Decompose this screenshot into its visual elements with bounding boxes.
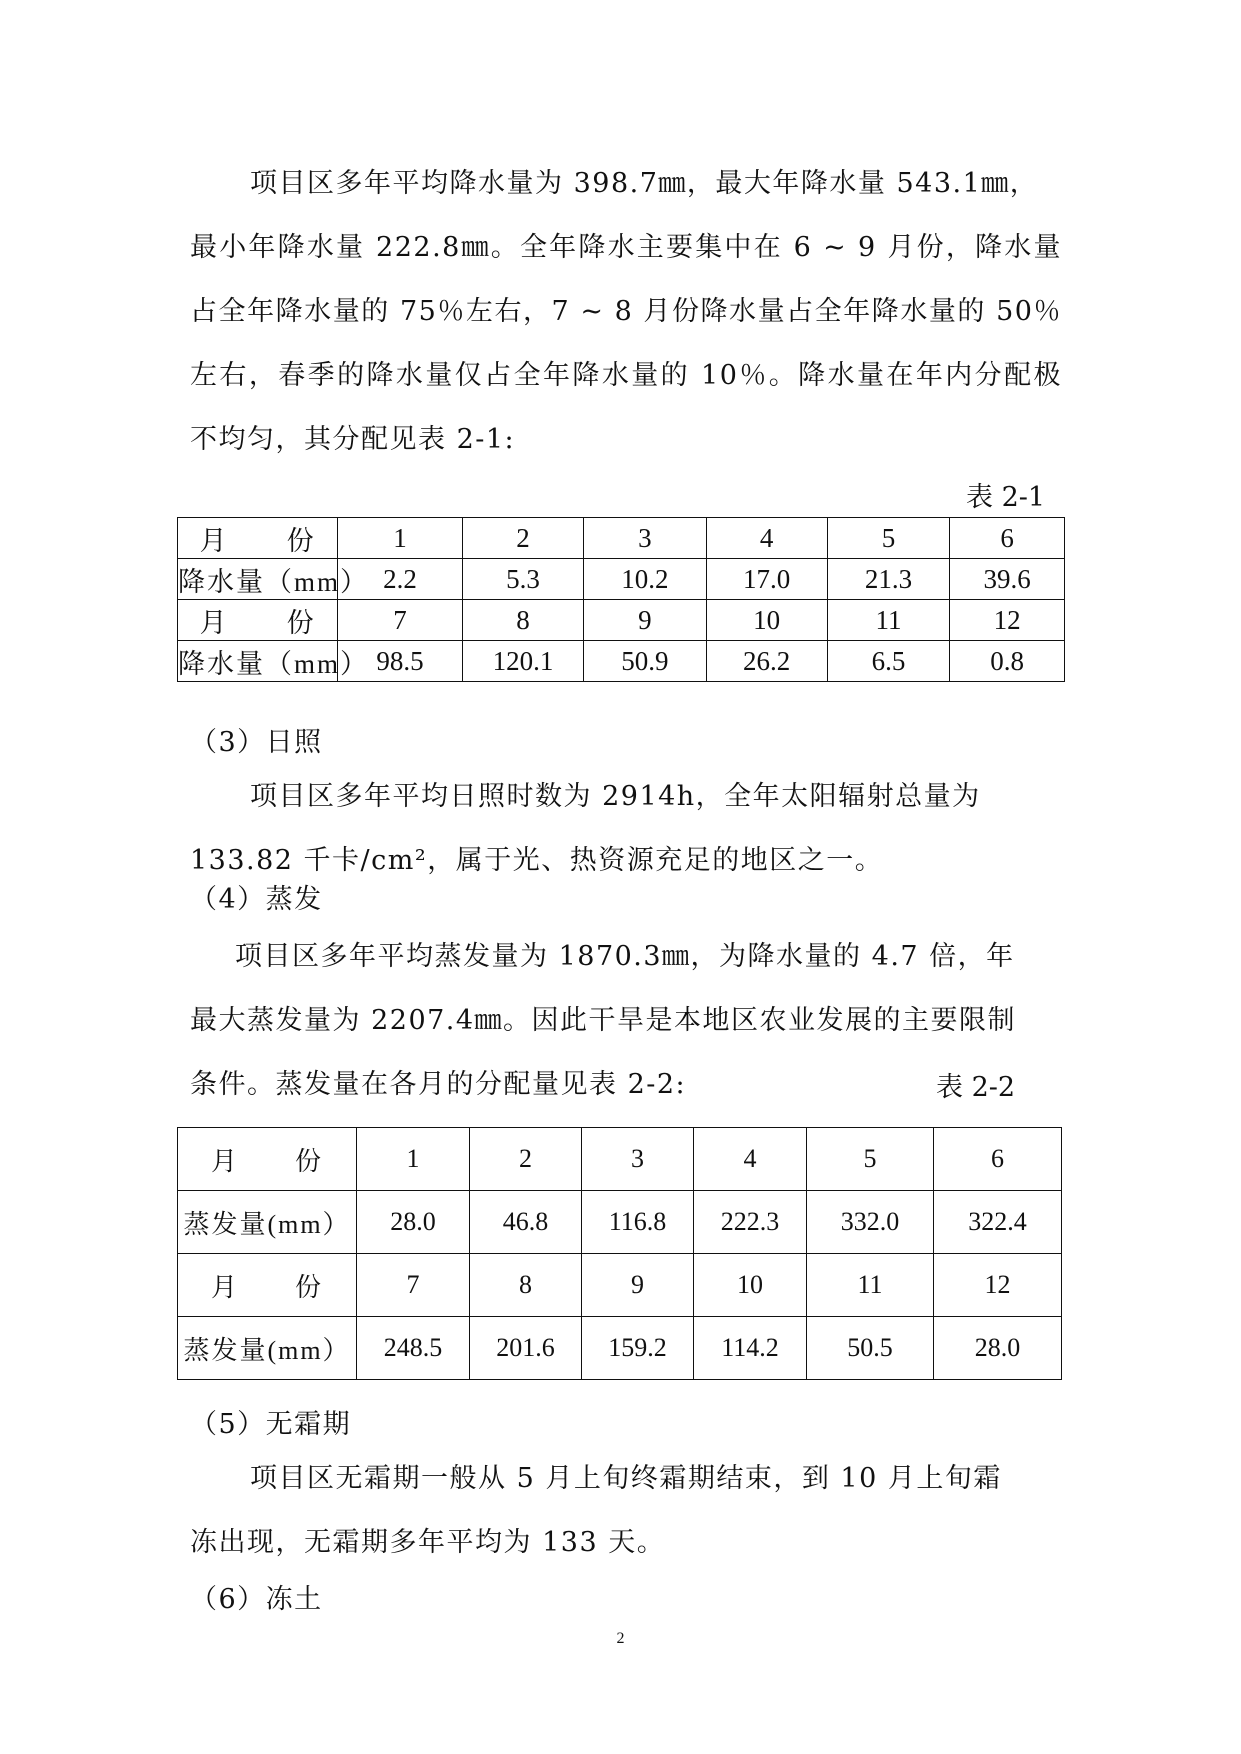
evaporation-line-2: 最大蒸发量为 2207.4㎜。因此干旱是本地区农业发展的主要限制	[190, 1005, 1017, 1036]
evaporation-paragraph	[190, 925, 1062, 1117]
month-cell: 2	[470, 1128, 582, 1191]
evaporation-heading: （4）蒸发	[190, 884, 323, 915]
month-cell: 7	[338, 600, 463, 641]
table-row	[178, 1191, 1062, 1254]
precipitation-row-label: 降水量（mm）	[178, 641, 338, 682]
frost-free-line-1: 项目区无霜期一般从 5 月上旬终霜期结束，到 10 月上旬霜	[250, 1463, 1002, 1494]
month-cell: 11	[807, 1254, 934, 1317]
month-cell: 3	[582, 1128, 694, 1191]
month-cell: 5	[827, 518, 949, 559]
sunshine-line-1: 项目区多年平均日照时数为 2914h，全年太阳辐射总量为	[250, 781, 981, 812]
value-cell: 26.2	[706, 641, 827, 682]
table-row	[178, 1254, 1062, 1317]
value-cell: 50.5	[807, 1317, 934, 1380]
frost-free-heading: （5）无霜期	[190, 1409, 352, 1440]
value-cell: 21.3	[827, 559, 949, 600]
month-cell: 4	[706, 518, 827, 559]
month-cell: 8	[462, 600, 583, 641]
frozen-soil-heading: （6）冻土	[190, 1584, 323, 1615]
month-cell: 12	[934, 1254, 1062, 1317]
month-cell: 8	[470, 1254, 582, 1317]
precipitation-paragraph	[190, 152, 1062, 472]
value-cell: 120.1	[462, 641, 583, 682]
value-cell: 28.0	[357, 1191, 470, 1254]
value-cell: 39.6	[950, 559, 1065, 600]
precipitation-line-1: 项目区多年平均降水量为 398.7㎜，最大年降水量 543.1㎜，	[250, 168, 1039, 199]
table-row	[178, 1128, 1062, 1191]
value-cell: 98.5	[338, 641, 463, 682]
sunshine-line-2: 133.82 千卡/cm²，属于光、热资源充足的地区之一。	[190, 845, 884, 876]
month-cell: 11	[827, 600, 949, 641]
month-cell: 2	[462, 518, 583, 559]
sunshine-paragraph	[190, 765, 1062, 893]
value-cell: 50.9	[584, 641, 706, 682]
value-cell: 332.0	[807, 1191, 934, 1254]
value-cell: 6.5	[827, 641, 949, 682]
value-cell: 0.8	[950, 641, 1065, 682]
precipitation-row-label: 降水量（mm）	[178, 559, 338, 600]
month-cell: 9	[584, 600, 706, 641]
month-row-label: 月 份	[178, 1254, 357, 1317]
value-cell: 322.4	[934, 1191, 1062, 1254]
table-row	[178, 518, 1065, 559]
month-cell: 3	[584, 518, 706, 559]
month-cell: 5	[807, 1128, 934, 1191]
frost-free-paragraph	[190, 1447, 1062, 1575]
month-row-label: 月 份	[178, 518, 338, 559]
value-cell: 159.2	[582, 1317, 694, 1380]
value-cell: 46.8	[470, 1191, 582, 1254]
month-cell: 1	[338, 518, 463, 559]
month-cell: 7	[357, 1254, 470, 1317]
value-cell: 28.0	[934, 1317, 1062, 1380]
month-cell: 1	[357, 1128, 470, 1191]
evaporation-line-1: 项目区多年平均蒸发量为 1870.3㎜，为降水量的 4.7 倍，年	[235, 941, 1015, 972]
sunshine-heading: （3）日照	[190, 727, 323, 758]
table-row	[178, 600, 1065, 641]
table-2-1-caption: 表 2-1	[966, 482, 1046, 513]
month-cell: 4	[694, 1128, 807, 1191]
table-row	[178, 559, 1065, 600]
value-cell: 5.3	[462, 559, 583, 600]
page-number: 2	[616, 1630, 625, 1647]
table-2-2-caption: 表 2-2	[936, 1072, 1016, 1103]
month-cell: 10	[706, 600, 827, 641]
evaporation-row-label: 蒸发量(mm）	[178, 1317, 357, 1380]
month-cell: 10	[694, 1254, 807, 1317]
value-cell: 116.8	[582, 1191, 694, 1254]
value-cell: 17.0	[706, 559, 827, 600]
value-cell: 10.2	[584, 559, 706, 600]
month-row-label: 月 份	[178, 600, 338, 641]
table-row	[178, 641, 1065, 682]
precipitation-table	[177, 517, 1065, 682]
value-cell: 114.2	[694, 1317, 807, 1380]
evaporation-table	[177, 1127, 1062, 1380]
value-cell: 201.6	[470, 1317, 582, 1380]
value-cell: 222.3	[694, 1191, 807, 1254]
evaporation-line-3: 条件。蒸发量在各月的分配量见表 2-2:	[190, 1069, 687, 1100]
month-cell: 9	[582, 1254, 694, 1317]
value-cell: 2.2	[338, 559, 463, 600]
frost-free-line-2: 冻出现，无霜期多年平均为 133 天。	[190, 1527, 666, 1558]
month-cell: 6	[934, 1128, 1062, 1191]
precipitation-text: 最小年降水量 222.8㎜。全年降水主要集中在 6 ~ 9 月份，降水量占全年降水量的 75％左右，7 ~ 8 月份降水量占全年降水量的 50％左右，春季的降水量仅占全年降水量的 10％。降水量在年内分配极不均匀，其分配见表 2-1:	[190, 232, 1062, 455]
table-row	[178, 1317, 1062, 1380]
value-cell: 248.5	[357, 1317, 470, 1380]
month-cell: 6	[950, 518, 1065, 559]
month-row-label: 月 份	[178, 1128, 357, 1191]
evaporation-row-label: 蒸发量(mm）	[178, 1191, 357, 1254]
month-cell: 12	[950, 600, 1065, 641]
